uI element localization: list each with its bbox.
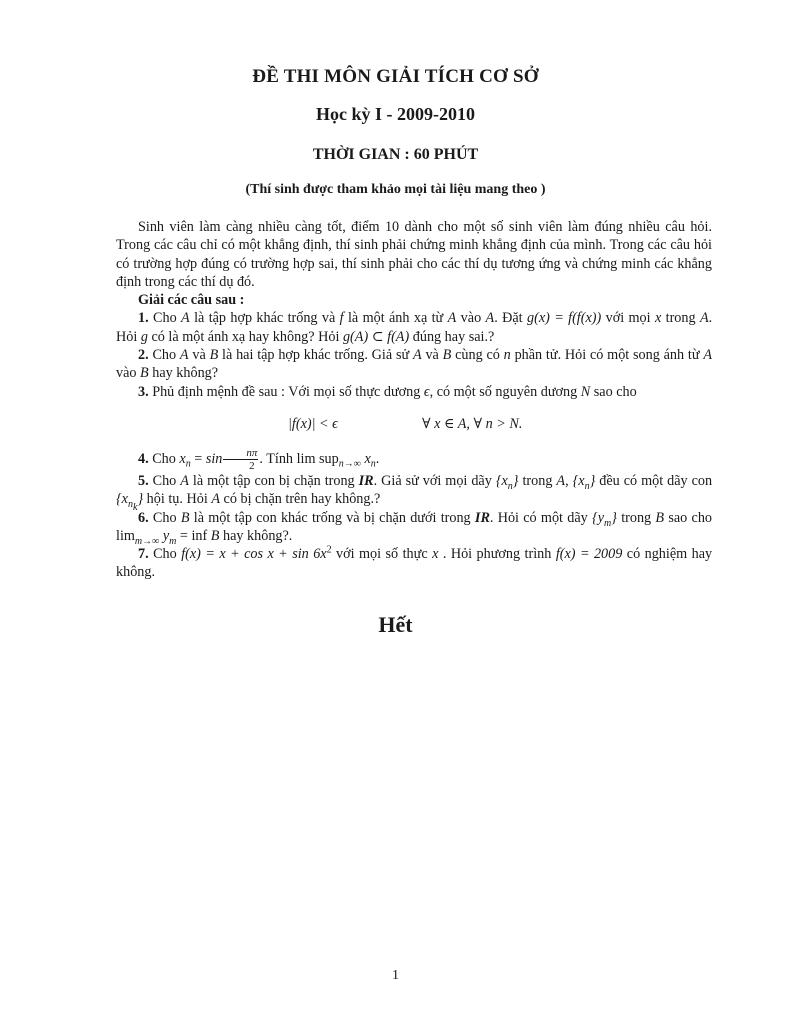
question-1 bbox=[116, 309, 712, 346]
question-number: 3. bbox=[138, 383, 149, 400]
text: Cho bbox=[152, 450, 176, 467]
text: hay không?. bbox=[223, 527, 293, 544]
text: phần tử. Hỏi có một song ánh từ bbox=[514, 347, 700, 364]
text: có nghiệm hay không. bbox=[116, 546, 713, 581]
fraction bbox=[223, 447, 258, 472]
math: } bbox=[137, 491, 144, 508]
text: trong bbox=[665, 310, 696, 327]
text: , bbox=[565, 472, 569, 489]
text: có bị chặn trên hay không.? bbox=[223, 491, 381, 508]
subscript: n→∞ bbox=[338, 458, 361, 470]
question-4 bbox=[116, 447, 712, 472]
math: A bbox=[447, 310, 457, 327]
math: N bbox=[580, 383, 591, 400]
formula-left: |f(x)| < ϵ bbox=[288, 415, 338, 432]
end-marker: Hết bbox=[378, 612, 413, 637]
text: = bbox=[194, 450, 203, 467]
subscript: n bbox=[507, 480, 513, 492]
math: } bbox=[512, 472, 519, 489]
subscript: n bbox=[584, 480, 590, 492]
math: x bbox=[179, 450, 186, 467]
text: cùng có bbox=[455, 347, 500, 364]
math: ϵ bbox=[423, 383, 430, 400]
math: g(x) = f(f(x)) bbox=[527, 310, 602, 327]
math: {x bbox=[495, 472, 508, 489]
text: đều có một dãy con bbox=[599, 472, 713, 489]
subscript: m bbox=[604, 517, 612, 529]
text: Cho bbox=[152, 472, 177, 489]
question-5 bbox=[116, 472, 713, 514]
math: sin bbox=[205, 450, 223, 467]
math: x bbox=[432, 546, 439, 563]
math: g bbox=[140, 328, 148, 345]
question-7 bbox=[116, 545, 712, 582]
text: = inf bbox=[179, 527, 208, 544]
math: y bbox=[162, 527, 170, 544]
subscript: n bbox=[185, 458, 191, 470]
text: , có một số nguyên dương bbox=[429, 383, 578, 400]
math: A bbox=[699, 310, 709, 327]
subscript: n bbox=[370, 458, 376, 470]
math: A bbox=[211, 491, 220, 508]
display-formula bbox=[116, 415, 712, 435]
math: } bbox=[589, 472, 596, 489]
math: f bbox=[339, 310, 344, 327]
math: A bbox=[703, 347, 713, 364]
question-3 bbox=[116, 383, 712, 401]
question-number: 4. bbox=[138, 450, 149, 467]
section-heading: Giải các câu sau : bbox=[138, 292, 245, 309]
math: {x bbox=[116, 491, 128, 508]
math: B bbox=[442, 347, 452, 364]
question-number: 1. bbox=[138, 310, 149, 327]
text: sao cho lim bbox=[116, 509, 713, 544]
math: A bbox=[485, 310, 495, 327]
text: trong bbox=[621, 509, 652, 526]
math: B bbox=[210, 527, 220, 544]
text: và bbox=[192, 347, 206, 364]
text: vào bbox=[116, 365, 137, 382]
math: A bbox=[181, 310, 190, 327]
denominator: 2 bbox=[249, 459, 255, 472]
text: Cho bbox=[152, 347, 177, 364]
math: f(x) = 2009 bbox=[555, 546, 623, 563]
question-number: 5. bbox=[138, 472, 149, 489]
exam-term: Học kỳ I - 2009-2010 bbox=[316, 104, 475, 124]
text: sao cho bbox=[593, 383, 637, 400]
subscript-base: n bbox=[127, 499, 133, 511]
text: Phủ định mệnh đề sau : Với mọi số thực dương bbox=[152, 383, 421, 400]
math: n bbox=[503, 347, 511, 364]
text: . Giả sử với mọi dãy bbox=[373, 472, 492, 489]
math: {x bbox=[572, 472, 585, 489]
text: và bbox=[425, 347, 439, 364]
math: A bbox=[412, 347, 422, 364]
text: là một tập con khác trống và bị chặn dưới trong bbox=[193, 509, 471, 526]
text: . bbox=[375, 450, 380, 467]
text: . Đặt bbox=[494, 310, 523, 327]
intro-paragraph: Sinh viên làm càng nhiều càng tốt, điểm 10 dành cho một số sinh viên làm đúng nhiều câu hỏi. Trong các câu chỉ có một khẳng định, thí sinh phải chứng minh khẳng định của mình. Trong các câu hỏi có trường hợp đúng có trường hợp sai, thí sinh phải cho các thí dụ tương ứng và chứng minh các khẳng định trong các thí dụ đó. bbox=[116, 219, 712, 290]
math: f(x) = x + cos x + sin 6x bbox=[181, 546, 327, 563]
text: là một tập con bị chặn trong bbox=[192, 472, 355, 489]
math: g(A) ⊂ f(A) bbox=[342, 328, 410, 345]
text: đúng hay sai.? bbox=[412, 328, 495, 345]
text: . Hỏi phương trình bbox=[442, 546, 552, 563]
math: B bbox=[209, 347, 219, 364]
math: B bbox=[655, 509, 665, 526]
text: là một ánh xạ từ bbox=[347, 310, 444, 327]
text: trong bbox=[522, 472, 553, 489]
question-number: 7. bbox=[138, 546, 149, 563]
formula-right: ∀ x ∈ A, ∀ n > N. bbox=[422, 415, 523, 432]
math: {y bbox=[592, 509, 604, 526]
text: Cho bbox=[153, 546, 177, 563]
math: B bbox=[180, 509, 190, 526]
exam-body bbox=[116, 218, 712, 582]
exam-time: THỜI GIAN : 60 PHÚT bbox=[312, 146, 479, 163]
text: Cho bbox=[152, 509, 177, 526]
text: với mọi số thực bbox=[336, 546, 428, 563]
subscript: m bbox=[169, 535, 177, 547]
superscript: 2 bbox=[326, 544, 332, 556]
exam-note: (Thí sinh được tham khảo mọi tài liệu mang theo ) bbox=[245, 182, 546, 197]
exam-title: ĐỀ THI MÔN GIẢI TÍCH CƠ SỞ bbox=[252, 66, 539, 87]
page-number: 1 bbox=[392, 968, 399, 983]
math: B bbox=[140, 365, 149, 382]
question-number: 2. bbox=[138, 347, 149, 364]
question-number: 6. bbox=[138, 509, 149, 526]
text: . Hỏi có một dãy bbox=[489, 509, 588, 526]
text: . Tính lim sup bbox=[259, 450, 339, 467]
math: IR bbox=[358, 472, 374, 489]
text: hội tụ. Hỏi bbox=[146, 491, 208, 508]
text: Cho bbox=[153, 310, 177, 327]
text: với mọi bbox=[605, 310, 651, 327]
math: x bbox=[364, 450, 371, 467]
math: A bbox=[179, 347, 189, 364]
math: A bbox=[180, 472, 189, 489]
math: A bbox=[556, 472, 566, 489]
text: vào bbox=[460, 310, 482, 327]
text: là hai tập hợp khác trống. Giả sử bbox=[222, 347, 410, 364]
question-2 bbox=[116, 346, 712, 383]
numerator: nπ bbox=[223, 447, 258, 460]
text: có là một ánh xạ hay không? Hỏi bbox=[151, 328, 340, 345]
text: là tập hợp khác trống và bbox=[194, 310, 336, 327]
subscript: m→∞ bbox=[134, 535, 160, 547]
text: . Hỏi bbox=[116, 310, 713, 345]
text: hay không? bbox=[152, 365, 219, 382]
math: IR bbox=[474, 509, 490, 526]
sub-subscript: k bbox=[132, 502, 138, 514]
math: } bbox=[611, 509, 617, 526]
question-6 bbox=[116, 509, 712, 546]
math: x bbox=[654, 310, 662, 327]
